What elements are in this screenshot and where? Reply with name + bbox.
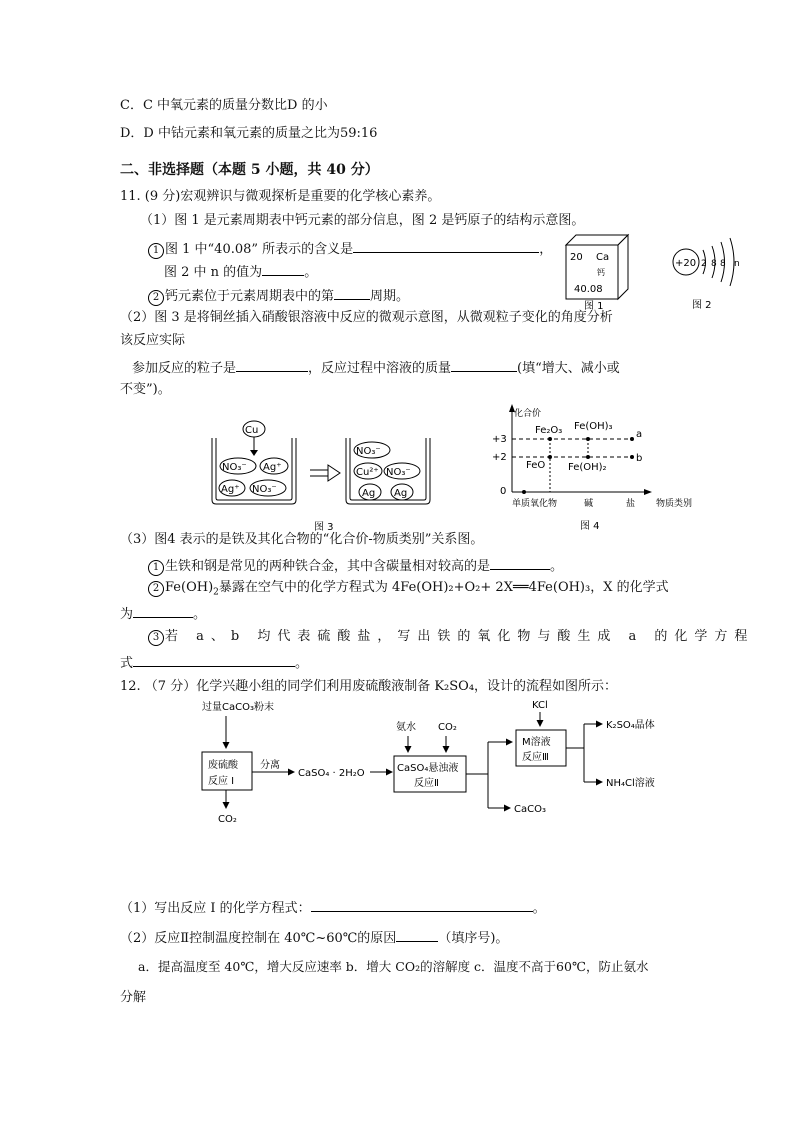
q11-p1a-end: ， [539, 242, 553, 257]
answer-blank[interactable] [236, 357, 308, 372]
atomic-number: 20 [570, 252, 583, 263]
option-c: C．C 中氧元素的质量分数比D 的小 [120, 98, 328, 113]
q12-p2-end: （填序号)。 [438, 931, 509, 946]
q11-p3a-end: 。 [550, 559, 564, 574]
q11-p2: （2）图 3 是将铜丝插入硝酸银溶液中反应的微观示意图，从微观粒子变化的角度分析 [120, 310, 613, 325]
xcat-salt: 盐 [626, 499, 636, 509]
y-axis-label: 化合价 [514, 409, 542, 419]
circled-number: 1 [148, 560, 164, 576]
q11-p3: （3）图4 表示的是铁及其化合物的“化合价-物质类别”关系图。 [120, 532, 484, 547]
shell-2: 8 [711, 259, 717, 269]
q12-p1-end: 。 [532, 901, 546, 916]
ion-no3: NO₃⁻ [386, 467, 411, 478]
q11-p3b2-end: 。 [193, 607, 207, 622]
q12-p2-options-cont: 分解 [120, 990, 147, 1005]
figure-3 [206, 418, 446, 536]
q11-p1a2-end: 。 [304, 265, 318, 280]
q11-p2b: 该反应实际 [120, 333, 186, 348]
circled-number: 2 [148, 581, 164, 597]
q11-p3a-text: 生铁和钢是常见的两种铁合金，其中含碳量相对较高的是 [165, 559, 491, 574]
circled-number: 2 [148, 290, 164, 306]
fig2-caption: 图 2 [692, 300, 712, 311]
ion-no3: NO₃⁻ [252, 484, 277, 495]
flow-caco3-out: CaCO₃ [514, 804, 546, 815]
ion-ag: Ag⁺ [221, 484, 240, 495]
q11-p3b-text: 暴露在空气中的化学方程式为 4Fe(OH)₂+O₂+ 2X══4Fe(OH)₃，X 的化学式 [218, 580, 669, 595]
ion-no3: NO₃⁻ [222, 462, 247, 473]
q12-p1 [120, 897, 546, 918]
flow-box1-bottom: 反应 I [208, 776, 235, 787]
flow-ammonia: 氨水 [396, 722, 416, 733]
q11-p2c-mid: ，反应过程中溶液的质量 [308, 361, 452, 376]
label-feoh2: Fe(OH)₂ [568, 462, 607, 473]
q11-p1a2-text: 图 2 中 n 的值为 [164, 265, 263, 280]
q11-p1a [148, 238, 552, 259]
answer-blank[interactable] [353, 238, 539, 253]
flow-co2-out: CO₂ [218, 814, 237, 825]
circled-number: 3 [148, 630, 164, 646]
label-a: a [636, 429, 643, 440]
fig4-caption: 图 4 [580, 521, 600, 532]
cu-label: Cu [245, 425, 259, 436]
label-b: b [636, 453, 643, 464]
q11-stem: 11. (9 分)宏观辨识与微观探析是重要的化学核心素养。 [120, 189, 441, 204]
q11-p1: （1）图 1 是元素周期表中钙元素的部分信息，图 2 是钙原子的结构示意图。 [140, 213, 585, 228]
figure-2 [668, 234, 748, 312]
xcat-base: 碱 [584, 499, 594, 509]
atomic-mass: 40.08 [574, 284, 603, 295]
shell-3: 8 [720, 259, 726, 269]
fig1-caption: 图 1 [584, 301, 604, 312]
q12-p2-text: （2）反应Ⅱ控制温度控制在 40℃~60℃的原因 [120, 931, 397, 946]
fig3-caption: 图 3 [314, 522, 334, 533]
q11-p3b [148, 579, 669, 602]
q11-p2c-text: 参加反应的粒子是 [132, 361, 237, 376]
ytick-zero: 0 [500, 486, 507, 497]
ion-no3: NO₃⁻ [356, 446, 381, 457]
flow-nh4cl: NH₄Cl溶液 [606, 778, 655, 789]
element-name: 钙 [597, 268, 605, 277]
section-title: 二、非选择题（本题 5 小题，共 40 分） [120, 162, 379, 178]
q11-p3a [148, 555, 563, 576]
circled-number: 1 [148, 243, 164, 259]
q11-p1b [148, 285, 409, 306]
flow-co2-in: CO₂ [438, 722, 457, 733]
ytick-plus3: +3 [492, 434, 507, 445]
flow-kcl: KCl [532, 700, 548, 711]
atom-ag: Ag [362, 488, 376, 499]
nucleus-charge: +20 [675, 258, 697, 269]
answer-blank[interactable] [311, 897, 533, 912]
flow-box1-top: 废硫酸 [208, 760, 238, 771]
q11-p1a2 [164, 261, 317, 282]
q11-p3c2 [120, 652, 308, 673]
flow-box3-bottom: 反应Ⅲ [522, 752, 549, 763]
q12-p2-options: a．提高温度至 40℃，增大反应速率 b．增大 CO₂的溶解度 c．温度不高于60℃，防止氨水 [138, 959, 649, 974]
q11-p2c [132, 357, 620, 378]
label-feo: FeO [526, 460, 546, 471]
flow-caco3: 过量CaCO₃粉末 [202, 702, 274, 713]
q12-p1-text: （1）写出反应 I 的化学方程式： [120, 901, 311, 916]
flow-caso4-2h2o: CaSO₄ · 2H₂O [298, 768, 365, 779]
flow-box2-top: CaSO₄悬浊液 [397, 763, 459, 774]
q11-p3c [148, 628, 754, 646]
x-axis-label: 物质类别 [656, 499, 693, 509]
q11-p3b2-text: 为 [120, 607, 134, 622]
q11-p3c-text: 若 a、b 均代表硫酸盐，写出铁的氧化物与酸生成 a 的化学方程 [165, 629, 755, 644]
flow-box2-bottom: 反应Ⅱ [414, 778, 439, 789]
answer-blank[interactable] [396, 927, 438, 942]
answer-blank[interactable] [133, 652, 295, 667]
q12-stem: 12. （7 分）化学兴趣小组的同学们利用废硫酸液制备 K₂SO₄，设计的流程如图所示： [120, 679, 618, 694]
q11-p1b-end: 周期。 [370, 289, 410, 304]
atom-ag: Ag [394, 488, 408, 499]
figure-4 [484, 402, 714, 534]
shell-1: 2 [701, 259, 707, 269]
shell-4: n [734, 259, 740, 269]
q11-p3b-subscript: 2 [213, 587, 219, 598]
answer-blank[interactable] [133, 603, 193, 618]
answer-blank[interactable] [334, 285, 370, 300]
figure-1 [564, 233, 632, 313]
option-d: D．D 中钴元素和氧元素的质量之比为59:16 [120, 126, 378, 141]
flow-box3-top: M溶液 [522, 737, 551, 748]
flow-separation: 分离 [260, 760, 280, 771]
label-fe2o3: Fe₂O₃ [535, 425, 563, 436]
answer-blank[interactable] [451, 357, 517, 372]
q11-p2d: 不变”)。 [120, 382, 171, 397]
element-symbol: Ca [596, 252, 610, 263]
q12-p2 [120, 927, 508, 948]
ion-cu: Cu²⁺ [356, 467, 379, 478]
ytick-plus2: +2 [492, 452, 507, 463]
flow-diagram [194, 696, 694, 830]
q11-p3c2-text: 式 [120, 656, 134, 671]
answer-blank[interactable] [262, 261, 304, 276]
q11-p2c-end: (填“增大、减小或 [517, 361, 620, 376]
answer-blank[interactable] [490, 555, 550, 570]
ion-ag: Ag⁺ [263, 462, 282, 473]
xcat-simple-oxide: 单质氧化物 [512, 499, 558, 509]
q11-p1b-text: 钙元素位于元素周期表中的第 [165, 289, 335, 304]
q11-p1a-text: 图 1 中“40.08” 所表示的含义是 [165, 242, 354, 257]
q11-p3b-formula: Fe(OH) [165, 580, 214, 595]
q11-p3b2 [120, 603, 206, 624]
q11-p3c2-end: 。 [295, 656, 309, 671]
flow-k2so4: K₂SO₄晶体 [606, 720, 655, 731]
label-feoh3: Fe(OH)₃ [574, 421, 613, 432]
